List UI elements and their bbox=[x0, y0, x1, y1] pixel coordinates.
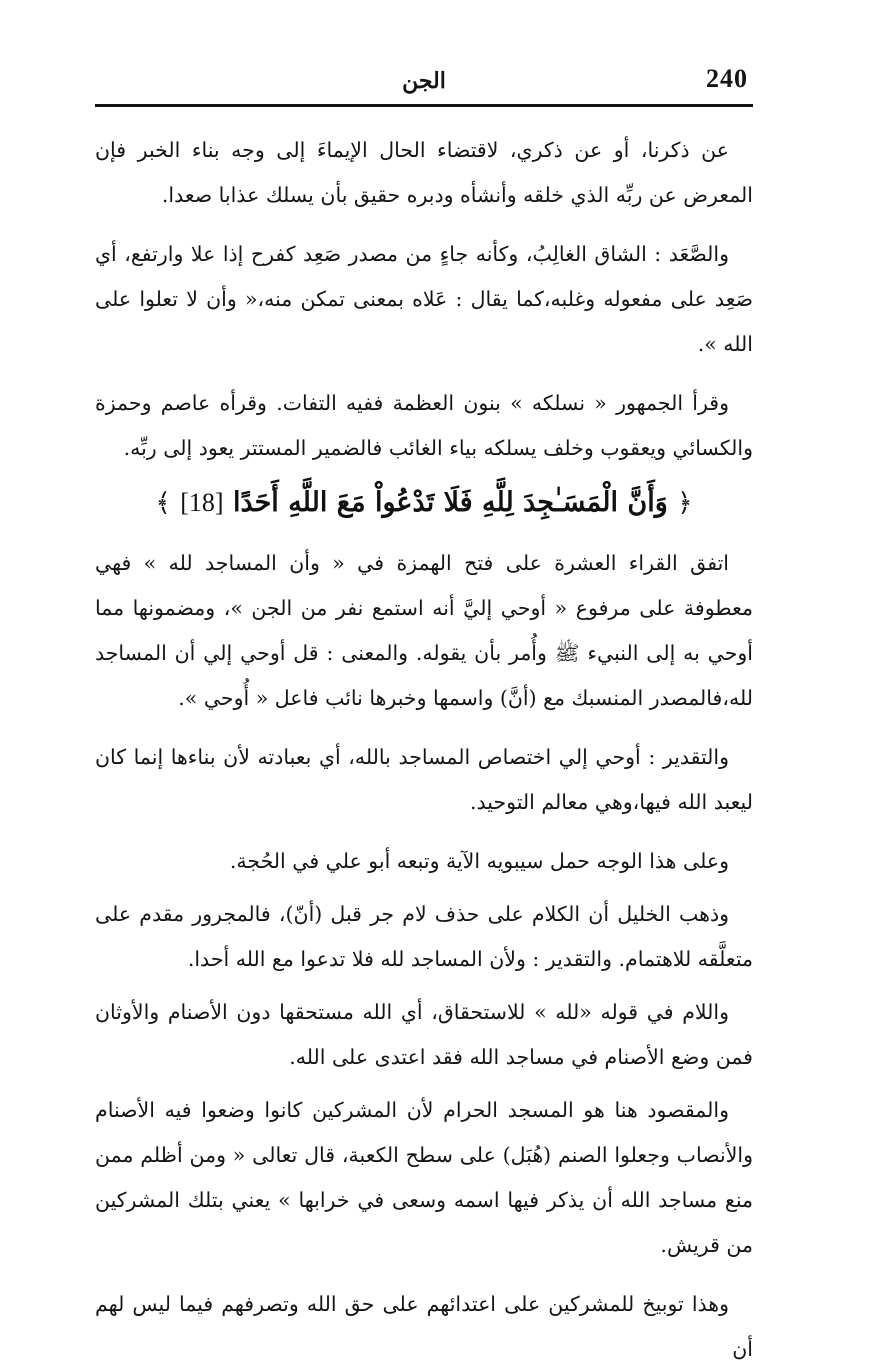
paragraph: والتقدير : أوحي إلي اختصاص المساجد بالله، أي بعبادته لأن بناءها إنما كان ليعبد الله فيها،وهي معالم التوحيد. bbox=[95, 745, 753, 814]
quran-verse bbox=[95, 477, 753, 529]
chapter-title: الجن bbox=[402, 68, 446, 94]
paragraph: وعلى هذا الوجه حمل سيبويه الآية وتبعه أبو علي في الحُجة. bbox=[229, 849, 729, 873]
verse-close-bracket: ﴾ bbox=[155, 488, 171, 518]
page-body bbox=[95, 128, 753, 1372]
verse-open-bracket: ﴿ bbox=[677, 488, 693, 518]
verse-number: [18] bbox=[180, 488, 224, 517]
page-number: 240 bbox=[706, 64, 748, 93]
header-rule bbox=[95, 104, 753, 107]
paragraph: وقرأ الجمهور « نسلكه » بنون العظمة ففيه التفات. وقرأه عاصم وحمزة والكسائي ويعقوب وخلف يسلكه بياء الغائب فالضمير المستتر يعود إلى ربِّه. bbox=[95, 391, 753, 460]
paragraph: اتفق القراء العشرة على فتح الهمزة في « وأن المساجد لله » فهي معطوفة على مرفوع « أوحي إليَّ أنه استمع نفر من الجن »، ومضمونها مما أوحي به إلى النبيء ﷺ وأُمر بأن يقوله. والمعنى : قل أوحي إلي أن المساجد لله،فالمصدر المنسبك مع (أنَّ) واسمها وخبرها نائب فاعل « أُوحي ». bbox=[95, 551, 753, 710]
paragraph: وهذا توبيخ للمشركين على اعتدائهم على حق الله وتصرفهم فيما ليس لهم أن bbox=[95, 1292, 753, 1361]
verse-text: وَأَنَّ الْمَسَـٰجِدَ لِلَّهِ فَلَا تَدْعُواْ مَعَ اللَّهِ أَحَدًا bbox=[232, 487, 668, 518]
paragraph: والمقصود هنا هو المسجد الحرام لأن المشركين كانوا وضعوا فيه الأصنام والأنصاب وجعلوا الصنم (هُبَل) على سطح الكعبة، قال تعالى « ومن أظلم ممن منع مساجد الله أن يذكر فيها اسمه وسعى في خرابها » يعني بتلك المشركين من قريش. bbox=[95, 1098, 753, 1257]
paragraph: وذهب الخليل أن الكلام على حذف لام جر قبل (أنّ)، فالمجرور مقدم على متعلَّقه للاهتمام. والتقدير : ولأن المساجد لله فلا تدعوا مع الله أحدا. bbox=[95, 902, 753, 971]
page-header bbox=[95, 58, 753, 102]
paragraph: واللام في قوله «لله » للاستحقاق، أي الله مستحقها دون الأصنام والأوثان فمن وضع الأصنام في مساجد الله فقد اعتدى على الله. bbox=[95, 1000, 753, 1069]
paragraph: والصَّعَد : الشاق الغالِبُ، وكأنه جاءٍ من مصدر صَعِد كفرح إذا علا وارتفع، أي صَعِد على مفعوله وغلبه،كما يقال : عَلاه بمعنى تمكن منه،« وأن لا تعلوا على الله ». bbox=[95, 242, 753, 356]
paragraph: عن ذكرنا، أو عن ذكري، لاقتضاء الحال الإيماءَ إلى وجه بناء الخبر فإن المعرض عن ربِّه الذي خلقه وأنشأه ودبره حقيق بأن يسلك عذابا صعدا. bbox=[95, 138, 753, 207]
